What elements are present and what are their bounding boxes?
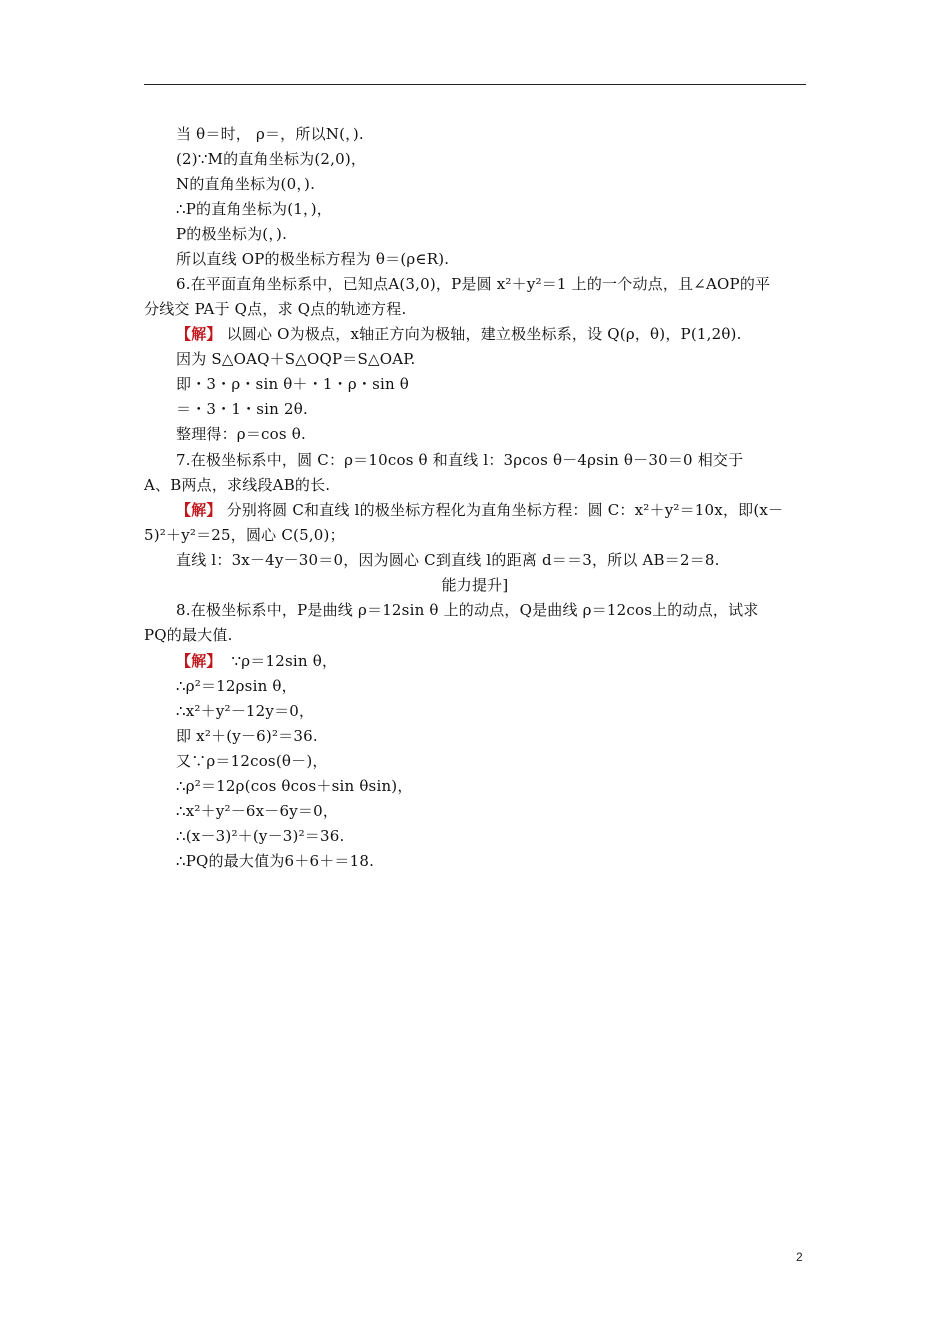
text-line: ∴P的直角坐标为(1，)， <box>176 200 332 218</box>
text-line: 5)²＋y²＝25，圆心 C(5,0)； <box>144 526 345 544</box>
text-line: 因为 S△OAQ＋S△OQP＝S△OAP. <box>176 350 416 368</box>
solution-tag: 【解】 <box>176 325 222 343</box>
page-number: 2 <box>796 1250 803 1264</box>
text-line: P的极坐标为(，). <box>176 225 288 243</box>
solution-6-line-1 <box>176 324 742 344</box>
text-line: 即 x²＋(y－6)²＝36. <box>176 727 318 745</box>
section-heading: 能力提升] <box>441 576 509 594</box>
solution-tag: 【解】 <box>176 501 222 519</box>
text-line: 所以直线 OP的极坐标方程为 θ＝(ρ∈R). <box>176 250 450 268</box>
text-line: (2)∵M的直角坐标为(2,0)， <box>176 150 367 168</box>
text-line: 整理得：ρ＝cos θ. <box>176 425 306 443</box>
text-line: ∴(x－3)²＋(y－3)²＝36. <box>176 827 345 845</box>
text-line: ∴x²＋y²－6x－6y＝0， <box>176 802 339 820</box>
text-line: 即・3・ρ・sin θ＋・1・ρ・sin θ <box>176 375 410 393</box>
problem-7-line-1: 7.在极坐标系中，圆 C：ρ＝10cos θ 和直线 l：3ρcos θ－4ρsin θ－30＝0 相交于 <box>176 451 744 469</box>
problem-6-line-2: 分线交 PA于 Q点，求 Q点的轨迹方程. <box>144 300 407 318</box>
solution-text: 分别将圆 C和直线 l的极坐标方程化为直角坐标方程：圆 C：x²＋y²＝10x，即(x－ <box>226 501 784 519</box>
solution-tag: 【解】 <box>176 652 222 670</box>
solution-text: ∵ρ＝12sin θ， <box>231 652 338 670</box>
text-line: N的直角坐标为(0，). <box>176 175 316 193</box>
text-line: 直线 l：3x－4y－30＝0，因为圆心 C到直线 l的距离 d＝＝3，所以 AB＝2＝8. <box>176 551 720 569</box>
text-line: ∴PQ的最大值为6＋6＋＝18. <box>176 852 375 870</box>
header-rule <box>144 84 806 85</box>
solution-text: 以圆心 O为极点，x轴正方向为极轴，建立极坐标系，设 Q(ρ，θ)，P(1,2θ). <box>226 325 742 343</box>
text-line: ∴ρ²＝12ρsin θ， <box>176 677 297 695</box>
text-line: ∴x²＋y²－12y＝0， <box>176 702 315 720</box>
solution-8-line-1 <box>176 651 337 671</box>
text-line: 当 θ＝时， ρ＝，所以N(，). <box>176 125 364 143</box>
text-line: 又∵ρ＝12cos(θ－)， <box>176 752 328 770</box>
solution-7-line-1 <box>176 500 783 520</box>
text-line: ＝・3・1・sin 2θ. <box>176 400 308 418</box>
problem-6-line-1: 6.在平面直角坐标系中，已知点A(3,0)，P是圆 x²＋y²＝1 上的一个动点，且∠AOP的平 <box>176 275 771 293</box>
problem-8-line-2: PQ的最大值. <box>144 626 233 644</box>
text-line: ∴ρ²＝12ρ(cos θcos＋sin θsin)， <box>176 777 413 795</box>
problem-7-line-2: A、B两点，求线段AB的长. <box>144 476 331 494</box>
problem-8-line-1: 8.在极坐标系中，P是曲线 ρ＝12sin θ 上的动点，Q是曲线 ρ＝12cos上的动点，试求 <box>176 601 759 619</box>
